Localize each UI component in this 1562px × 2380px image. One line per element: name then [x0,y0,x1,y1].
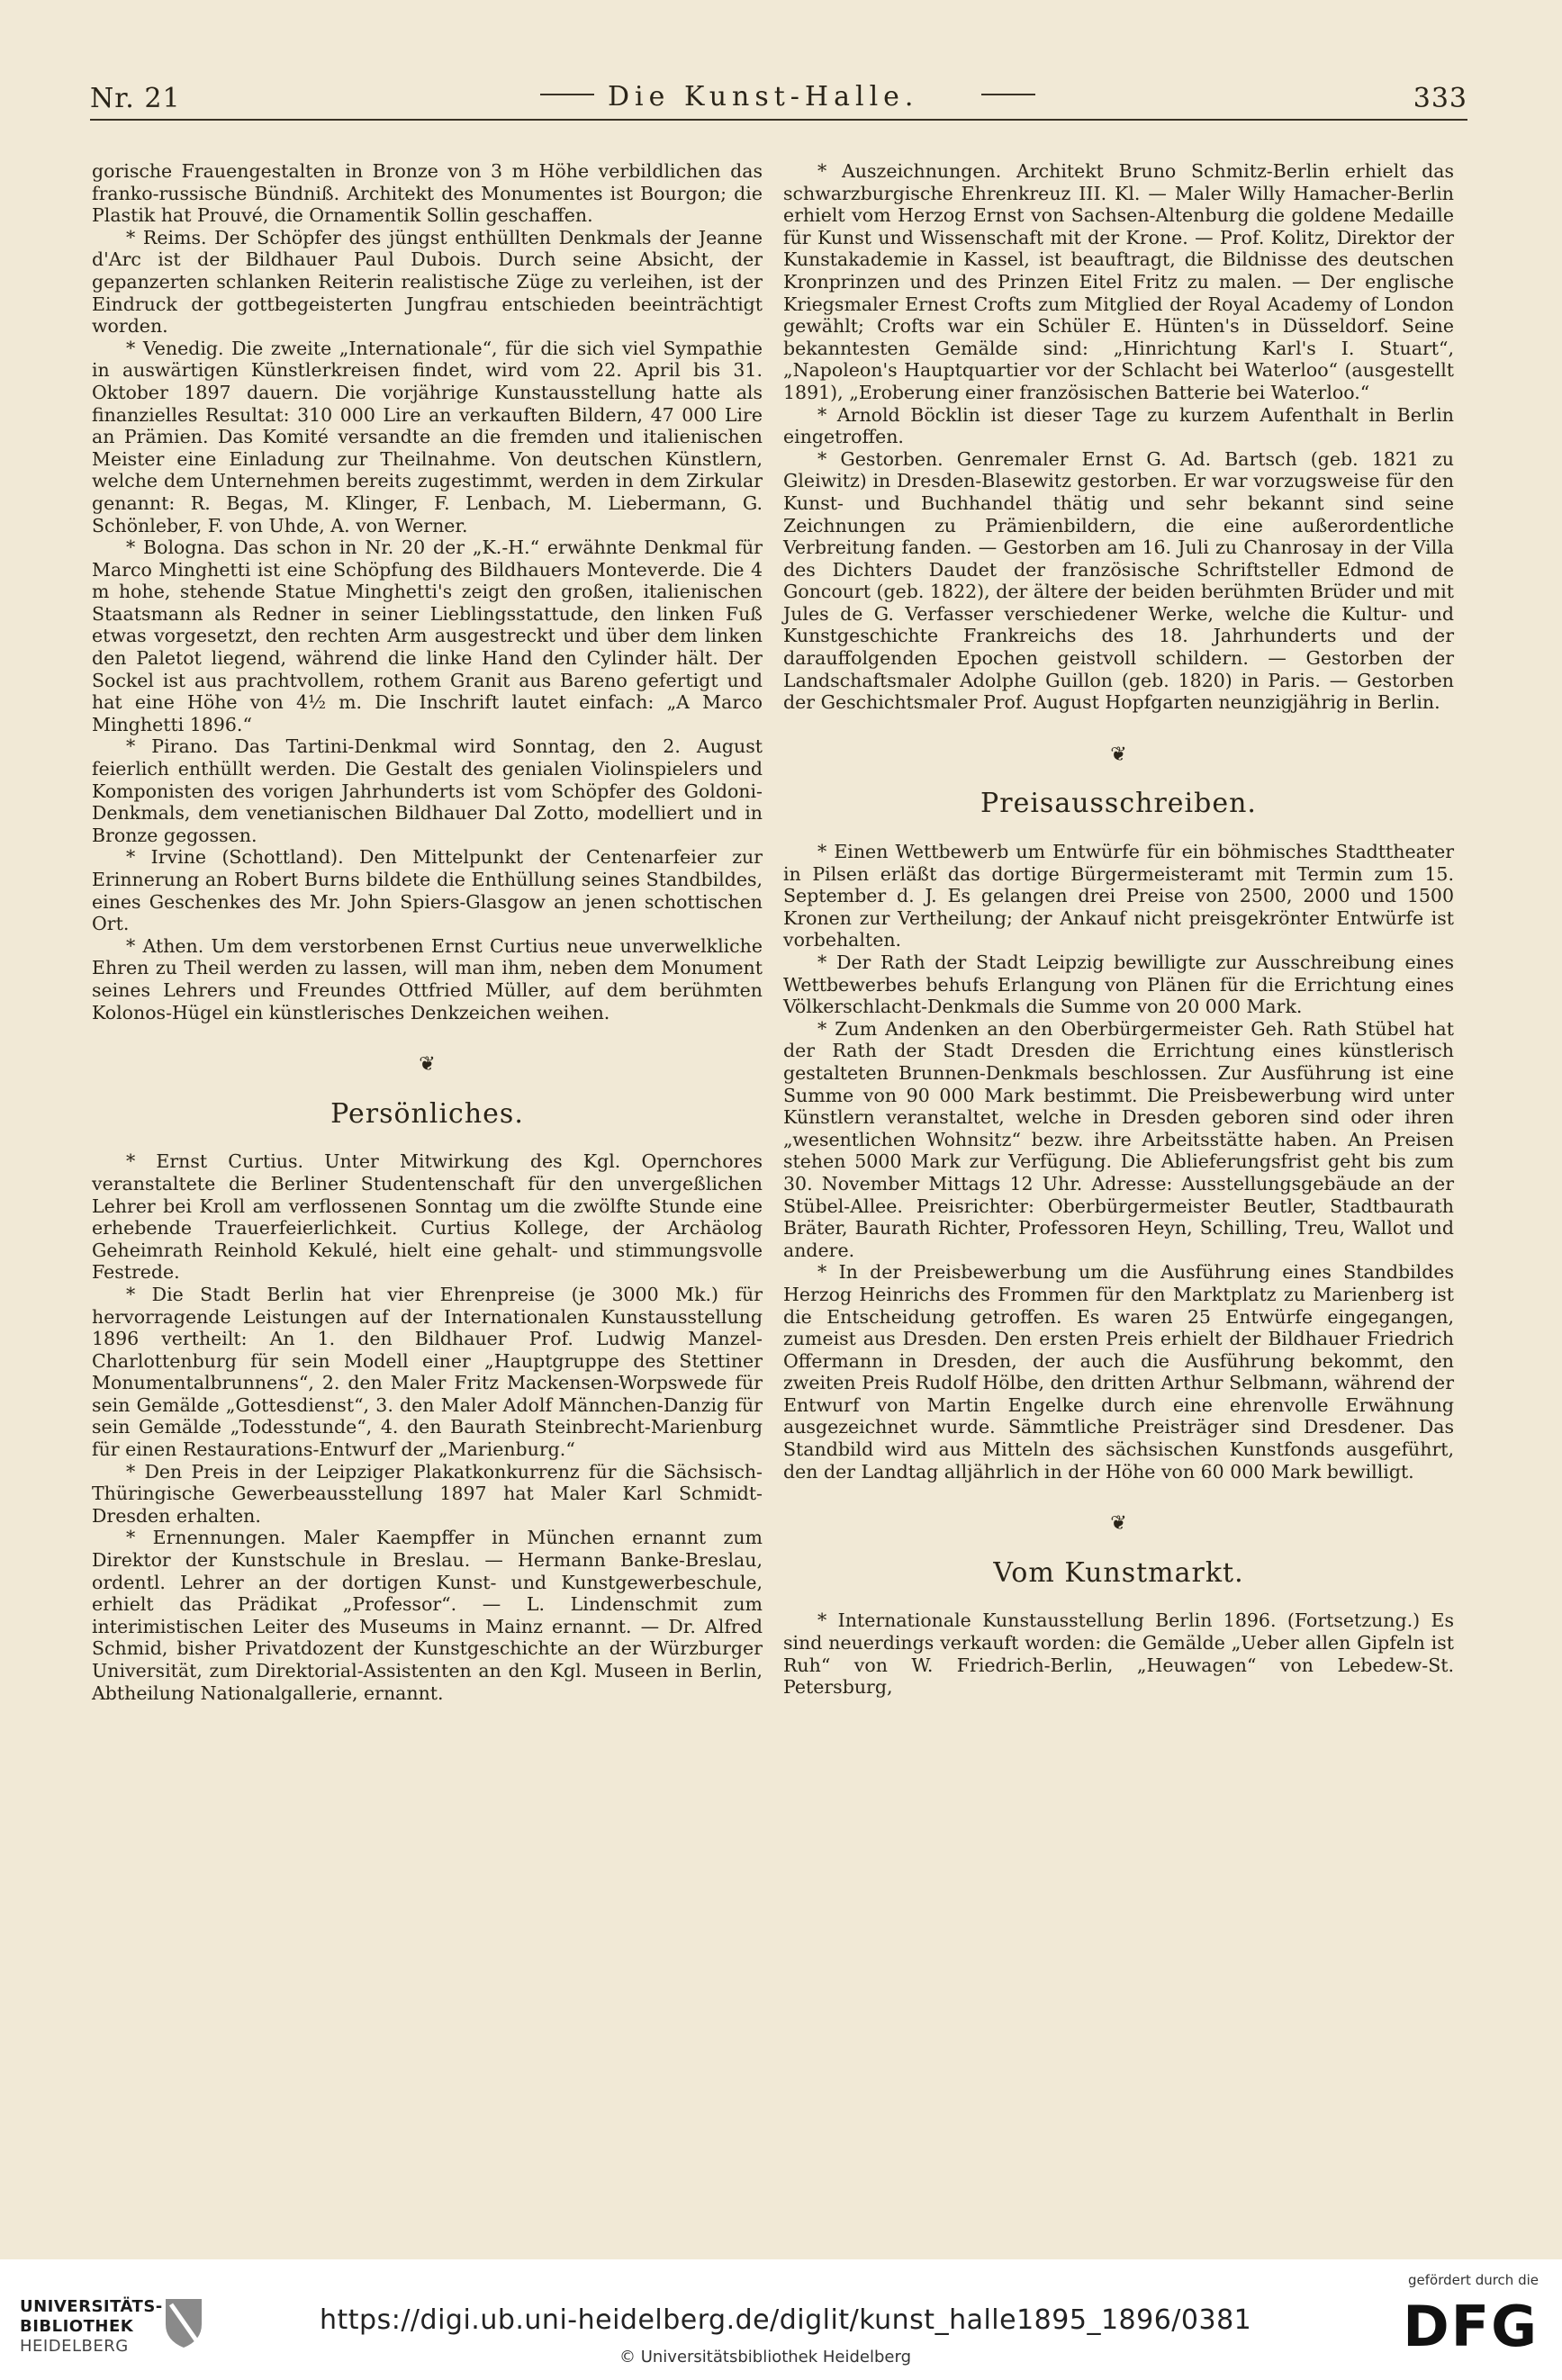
paragraph: * In der Preisbewerbung um die Ausführung eines Standbildes Herzog Heinrichs des Frommen für den Marktplatz zu Marienberg ist die Entscheidung getroffen. Es waren 25 Entwürfe eingegangen, zumeist aus Dresden. Den ersten Preis erhielt der Bildhauer Friedrich Offermann in Dresden, der auch die Ausführung bekommt, den zweiten Preis Rudolf Hölbe, den dritten Arthur Selbmann, während der Entwurf von Martin Engelke durch eine ehrenvolle Erwähnung ausgezeichnet wurde. Sämmtliche Preisträger sind Dresdener. Das Standbild wird aus Mitteln des sächsischen Kunstfonds ausgeführt, den der Landtag alljährlich in der Höhe von 60 000 Mark bewilligt. [783,1261,1454,1483]
header-rule [90,119,1467,121]
library-name-line3: HEIDELBERG [20,2337,129,2356]
paragraph: * Ernst Curtius. Unter Mitwirkung des Kgl. Opernchores veranstaltete die Berliner Studentenschaft für den unvergeßlichen Lehrer bei Kroll am verflossenen Sonntag um die zwölfte Stunde eine erhebende Trauerfeierlichkeit. Curtius Kollege, der Archäolog Geheimrath Reinhold Kekulé, hielt eine gehalt- und stimmungsvolle Festrede. [92,1150,763,1284]
issue-number: Nr. 21 [90,83,181,114]
permalink-url[interactable]: https://digi.ub.uni-heidelberg.de/diglit/kunst_halle1895_1896/0381 [320,2304,1252,2336]
paragraph: * Die Stadt Berlin hat vier Ehrenpreise (je 3000 Mk.) für hervorragende Leistungen auf der Internationalen Kunstausstellung 1896 vertheilt: An 1. den Bildhauer Prof. Ludwig Manzel-Charlottenburg für sein Modell einer „Hauptgruppe des Stettiner Monumentalbrunnens“, 2. den Maler Fritz Mackensen-Worpswede für sein Gemälde „Gottesdienst“, 3. den Maler Adolf Männchen-Danzig für sein Gemälde „Todesstunde“, 4. den Baurath Steinbrecht-Marienburg für einen Restaurations-Entwurf der „Marienburg.“ [92,1283,763,1461]
digitization-footer [0,2259,1562,2380]
section-title-personal: Persönliches. [330,1097,524,1130]
fleuron-icon: ❦ [1110,1512,1127,1536]
fleuron-icon: ❦ [1110,743,1127,766]
paragraph: * Der Rath der Stadt Leipzig bewilligte zur Ausschreibung eines Wettbewerbes behufs Erlangung von Plänen für die Errichtung eines Völkerschlacht-Denkmals die Summe von 20 000 Mark. [783,951,1454,1018]
paragraph: * Bologna. Das schon in Nr. 20 der „K.-H.“ erwähnte Denkmal für Marco Minghetti ist eine Schöpfung des Bildhauers Monteverde. Die 4 m hohe, stehende Statue Minghetti's zeigt den großen, italienischen Staatsmann als Redner in seiner Lieblingsstattude, den linken Fuß etwas vorgesetzt, den rechten Arm ausgestreckt und über dem linken den Paletot liegend, während die linke Hand den Cylinder hält. Der Sockel ist aus prachtvollem, rothem Granit aus Bareno gefertigt und hat eine Höhe von 4½ m. Die Inschrift lautet einfach: „A Marco Minghetti 1896.“ [92,536,763,735]
running-header [90,76,1467,115]
paragraph: * Gestorben. Genremaler Ernst G. Ad. Bartsch (geb. 1821 zu Gleiwitz) in Dresden-Blasewitz gestorben. Er war vorzugsweise für den Kunst- und Buchhandel thätig und sehr bekannt sind seine Zeichnungen zu Prämienbildern, die eine außerordentliche Verbreitung fanden. — Gestorben am 16. Juli zu Chanrosay in der Villa des Dichters Daudet der französische Schriftsteller Edmond de Goncourt (geb. 1822), der ältere der beiden berühmten Brüder und mit Jules de G. Verfasser verschiedener Werke, welche die Kultur- und Kunstgeschichte Frankreichs des 18. Jahrhunderts und der darauffolgenden Epochen geistvoll schildern. — Gestorben der Landschaftsmaler Adolphe Guillon (geb. 1820) in Paris. — Gestorben der Geschichtsmaler Prof. August Hopfgarten neunzigjährig in Berlin. [783,447,1454,714]
dfg-logo: DFG [1403,2294,1539,2359]
header-ornament-left [540,94,594,95]
paragraph: * Einen Wettbewerb um Entwürfe für ein böhmisches Stadttheater in Pilsen erläßt das dortige Bürgermeisteramt mit Termin zum 15. September d. J. Es gelangen drei Preise von 2500, 2000 und 1500 Kronen zur Vertheilung; der Ankauf nicht preisgekrönter Entwürfe ist vorbehalten. [783,841,1454,951]
fleuron-icon: ❦ [419,1053,436,1077]
paragraph: * Den Preis in der Leipziger Plakatkonkurrenz für die Sächsisch-Thüringische Gewerbeausstellung 1897 hat Maler Karl Schmidt-Dresden erhalten. [92,1460,763,1527]
left-column [92,160,763,1704]
paragraph: * Zum Andenken an den Oberbürgermeister Geh. Rath Stübel hat der Rath der Stadt Dresden die Errichtung eines künstlerisch gestalteten Brunnen-Denkmals beschlossen. Zur Ausführung ist eine Summe von 90 000 Mark bestimmt. Die Preisbewerbung wird unter Künstlern veranstaltet, welche in Dresden geboren sind oder ihren „wesentlichen Wohnsitz“ bezw. ihre Arbeitsstätte haben. An Preisen stehen 5000 Mark zur Verfügung. Die Ablieferungsfrist geht bis zum 30. November Mittags 12 Uhr. Adresse: Ausstellungsgebäude an der Stübel-Allee. Preisrichter: Oberbürgermeister Beutler, Stadtbaurath Bräter, Baurath Richter, Professoren Heyn, Schilling, Treu, Wallot und andere. [783,1017,1454,1261]
paragraph: * Irvine (Schottland). Den Mittelpunkt der Centenarfeier zur Erinnerung an Robert Burns bildete die Enthüllung seines Standbildes, eines Geschenkes des Mr. John Spiers-Glasgow an jenen schottischen Ort. [92,846,763,935]
sponsor-note: gefördert durch die [1408,2272,1539,2288]
paragraph: * Arnold Böcklin ist dieser Tage zu kurzem Aufenthalt in Berlin eingetroffen. [783,403,1454,448]
paragraph: * Reims. Der Schöpfer des jüngst enthüllten Denkmals der Jeanne d'Arc ist der Bildhauer Paul Dubois. Durch seine Absicht, der gepanzerten schlanken Reiterin realistische Züge zu verleihen, ist der Eindruck der gottbegeisterten Jungfrau entschieden beeinträchtigt worden. [92,226,763,338]
paragraph: * Pirano. Das Tartini-Denkmal wird Sonntag, den 2. August feierlich enthüllt werden. Die Gestalt des genialen Violinspielers und Komponisten des vorigen Jahrhunderts ist vom Schöpfer des Goldoni-Denkmals, dem venetianischen Bildhauer Dal Zotto, modelliert und in Bronze gegossen. [92,735,763,846]
paragraph: * Athen. Um dem verstorbenen Ernst Curtius neue unverwelkliche Ehren zu Theil werden zu lassen, will man ihm, neben dem Monument seines Lehrers und Freundes Ottfried Müller, auf dem berühmten Kolonos-Hügel ein künstlerisches Denkzeichen weihen. [92,934,763,1023]
paragraph: * Auszeichnungen. Architekt Bruno Schmitz-Berlin erhielt das schwarzburgische Ehrenkreuz III. Kl. — Maler Willy Hamacher-Berlin erhielt vom Herzog Ernst von Sachsen-Altenburg die goldene Medaille für Kunst und Wissenschaft mit der Krone. — Prof. Kolitz, Direktor der Kunstakademie in Kassel, ist beauftragt, die Bildnisse des deutschen Kronprinzen und des Prinzen Eitel Fritz zu malen. — Der englische Kriegsmaler Ernest Crofts zum Mitglied der Royal Academy of London gewählt; Crofts war ein Schüler E. Hünten's in Düsseldorf. Seine bekanntesten Gemälde sind: „Hinrichtung Karl's I. Stuart“, „Napoleon's Hauptquartier vor der Schlacht bei Waterloo“ (ausgestellt 1891), „Eroberung einer französischen Batterie bei Waterloo.“ [783,160,1454,403]
paragraph: * Ernennungen. Maler Kaempffer in München ernannt zum Direktor der Kunstschule in Breslau. — Hermann Banke-Breslau, ordentl. Lehrer an der dortigen Kunst- und Kunstgewerbeschule, erhielt das Prädikat „Professor“. — L. Lindenschmit zum interimistischen Leiter des Museums in Mainz ernannt. — Dr. Alfred Schmid, bisher Privatdozent der Kunstgeschichte an der Würzburger Universität, zum Direktorial-Assistenten an den Kgl. Museen in Berlin, Abtheilung Nationalgallerie, ernannt. [92,1527,763,1704]
library-logo-text [20,2297,163,2357]
library-name-line2: BIBLIOTHEK [20,2317,134,2336]
copyright-notice: © Universitätsbibliothek Heidelberg [619,2348,912,2366]
library-shield-icon [162,2295,205,2349]
section-title-market: Vom Kunstmarkt. [993,1556,1244,1589]
header-ornament-right [981,94,1035,95]
page-number: 333 [1413,83,1467,114]
paragraph: * Venedig. Die zweite „Internationale“, für die sich viel Sympathie in auswärtigen Künstlerkreisen findet, wird vom 22. April bis 31. Oktober 1897 dauern. Die vorjährige Kunstausstellung hatte als finanzielles Resultat: 310 000 Lire an verkauften Bildern, 47 000 Lire an Prämien. Das Komité versandte an die fremden und italienischen Meister eine Einladung zur Theilnahme. Von deutschen Künstlern, welche dem Unternehmen bereits zugestimmt, werden in dem Zirkular genannt: R. Begas, M. Klinger, F. Lenbach, M. Liebermann, G. Schönleber, F. von Uhde, A. von Werner. [92,337,763,536]
journal-title: Die Kunst-Halle. [608,81,919,113]
paragraph: gorische Frauengestalten in Bronze von 3 m Höhe verbildlichen das franko-russische Bündniß. Architekt des Monumentes ist Bourgon; die Plastik hat Prouvé, die Ornamentik Sollin geschaffen. [92,160,763,227]
section-title-prize: Preisausschreiben. [980,788,1257,820]
library-name-line1: UNIVERSITÄTS- [20,2297,163,2316]
paragraph: * Internationale Kunstausstellung Berlin 1896. (Fortsetzung.) Es sind neuerdings verkauft worden: die Gemälde „Ueber allen Gipfeln ist Ruh“ von W. Friedrich-Berlin, „Heuwagen“ von Lebedew-St. Petersburg, [783,1609,1454,1699]
right-column [783,160,1454,1699]
